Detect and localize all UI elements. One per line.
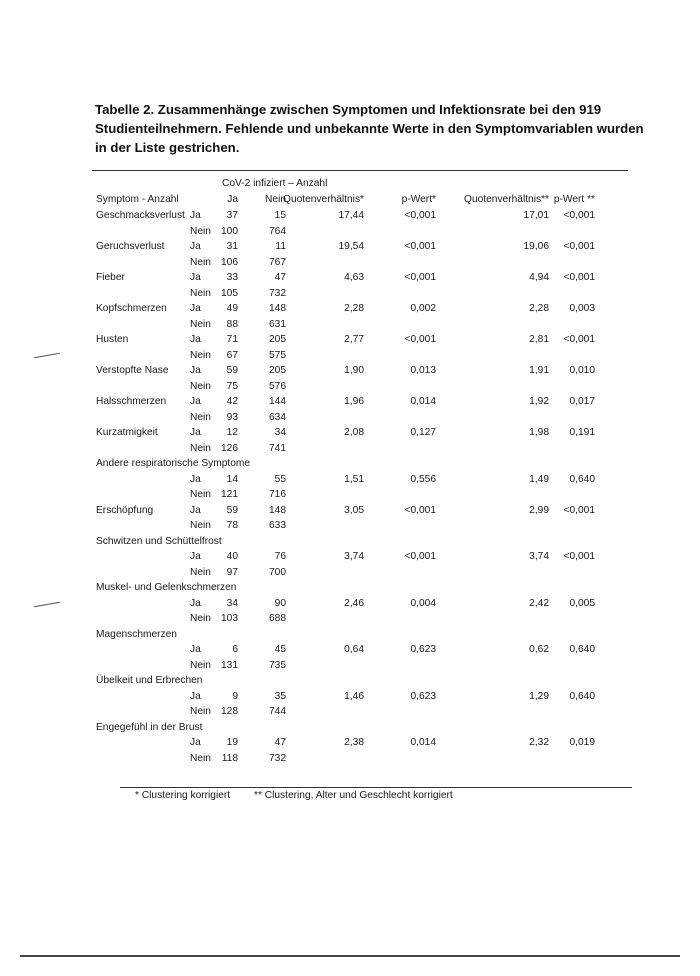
row-label: Ja <box>190 473 201 485</box>
cell-nein: 205 <box>269 365 286 376</box>
cell-odds-ratio-2: 1,92 <box>529 396 549 407</box>
cell-odds-ratio-1: 19,54 <box>338 241 364 252</box>
symptom-name: Verstopfte Nase <box>96 365 169 376</box>
cell-nein: 633 <box>269 520 286 531</box>
cell-p-value-2: <0,001 <box>563 551 595 562</box>
group-heading: Andere respiratorische Symptome <box>96 458 251 469</box>
cell-p-value-1: 0,004 <box>410 597 436 609</box>
row-label: Nein <box>190 225 211 237</box>
row-label: Ja <box>190 396 201 407</box>
table-caption: Tabelle 2. Zusammenhänge zwischen Symptomen und Infektionsrate bei den 919 Studienteilnehmern. Fehlende und unbekannte Werte in den Symptomvariablen wurden in der Liste gestrichen. <box>95 102 644 155</box>
cell-ja: 67 <box>226 349 238 361</box>
cell-nein: 735 <box>269 659 286 671</box>
cell-nein: 47 <box>274 272 286 283</box>
table-row <box>0 301 700 316</box>
cell-nein: 90 <box>274 597 286 609</box>
cell-nein: 744 <box>269 706 286 717</box>
cell-p-value-2: 0,640 <box>569 473 595 485</box>
cell-nein: 732 <box>269 752 286 764</box>
cell-ja: 49 <box>226 303 238 314</box>
cell-p-value-2: 0,640 <box>569 644 595 655</box>
row-label: Nein <box>190 349 211 361</box>
cell-nein: 148 <box>269 303 286 314</box>
table-row <box>0 658 700 673</box>
cell-p-value-1: <0,001 <box>404 504 436 516</box>
cell-ja: 59 <box>226 365 238 376</box>
table-row <box>0 549 700 564</box>
cell-nein: 631 <box>269 318 286 330</box>
table-row <box>0 208 700 223</box>
cell-p-value-1: 0,002 <box>410 303 436 314</box>
footnote-clustering: * Clustering korrigiert <box>135 790 231 801</box>
cell-ja: 131 <box>221 659 238 671</box>
table-row <box>0 704 700 719</box>
cell-odds-ratio-1: 2,77 <box>344 334 364 345</box>
cell-odds-ratio-2: 1,91 <box>529 365 549 376</box>
cell-odds-ratio-2: 19,06 <box>523 241 549 252</box>
cell-ja: 19 <box>226 737 238 748</box>
cell-ja: 14 <box>226 473 238 485</box>
symptom-name: Fieber <box>96 272 125 283</box>
header-symptom: Symptom - Anzahl <box>96 194 179 205</box>
cell-ja: 121 <box>221 489 238 500</box>
cell-odds-ratio-1: 3,74 <box>344 551 364 562</box>
cell-p-value-2: 0,019 <box>569 737 595 748</box>
table-row <box>0 642 700 657</box>
cell-odds-ratio-2: 17,01 <box>523 210 549 221</box>
group-heading-row <box>0 534 700 549</box>
table-row <box>0 394 700 409</box>
page-bottom-rule <box>20 955 680 957</box>
cell-p-value-2: 0,010 <box>569 365 595 376</box>
row-label: Nein <box>190 318 211 330</box>
cell-p-value-1: <0,001 <box>404 210 436 221</box>
table-row <box>0 348 700 363</box>
cell-ja: 100 <box>221 225 238 237</box>
cell-p-value-1: <0,001 <box>404 334 436 345</box>
cell-ja: 106 <box>221 256 238 268</box>
row-label: Ja <box>190 551 201 562</box>
cell-ja: 97 <box>226 566 238 578</box>
cell-nein: 688 <box>269 613 286 624</box>
header-ja: Ja <box>227 194 238 205</box>
group-heading: Muskel- und Gelenkschmerzen <box>96 582 237 593</box>
cell-ja: 105 <box>221 287 238 299</box>
table-row <box>0 363 700 378</box>
cell-odds-ratio-2: 1,29 <box>529 690 549 702</box>
cell-nein: 15 <box>274 210 286 221</box>
row-label: Nein <box>190 613 211 624</box>
cell-p-value-2: 0,005 <box>569 597 595 609</box>
cell-ja: 128 <box>221 706 238 717</box>
table-row <box>0 224 700 239</box>
row-label: Nein <box>190 752 211 764</box>
cell-p-value-1: <0,001 <box>404 241 436 252</box>
table-row <box>0 379 700 394</box>
table-row <box>0 735 700 750</box>
row-label: Ja <box>190 210 201 221</box>
row-label: Nein <box>190 659 211 671</box>
row-label: Nein <box>190 566 211 578</box>
cell-p-value-2: 0,003 <box>569 303 595 314</box>
cell-p-value-2: 0,640 <box>569 690 595 702</box>
cell-ja: 12 <box>226 427 238 438</box>
cell-p-value-2: <0,001 <box>563 334 595 345</box>
row-label: Ja <box>190 365 201 376</box>
cell-p-value-2: <0,001 <box>563 210 595 221</box>
row-label: Ja <box>190 597 201 609</box>
table-row <box>0 565 700 580</box>
cell-p-value-1: 0,014 <box>410 737 436 748</box>
cell-odds-ratio-2: 1,49 <box>529 473 549 485</box>
cell-ja: 78 <box>226 520 238 531</box>
row-label: Ja <box>190 644 201 655</box>
cell-odds-ratio-1: 17,44 <box>338 210 364 221</box>
cell-nein: 575 <box>269 349 286 361</box>
symptom-name: Halsschmerzen <box>96 396 167 407</box>
cell-ja: 6 <box>232 644 238 655</box>
cell-nein: 741 <box>269 442 286 454</box>
footnotes <box>0 788 700 803</box>
cell-nein: 76 <box>274 551 286 562</box>
table-row <box>0 441 700 456</box>
cell-odds-ratio-1: 4,63 <box>344 272 364 283</box>
cell-odds-ratio-2: 2,81 <box>529 334 549 345</box>
cell-p-value-2: <0,001 <box>563 272 595 283</box>
cell-nein: 34 <box>274 427 286 438</box>
cell-odds-ratio-1: 2,08 <box>344 427 364 438</box>
header-row <box>0 192 700 207</box>
table-row <box>0 317 700 332</box>
table-row <box>0 286 700 301</box>
cell-nein: 11 <box>275 241 286 252</box>
header-group-label: CoV-2 infiziert – Anzahl <box>222 178 328 189</box>
table-row <box>0 410 700 425</box>
row-label: Ja <box>190 504 201 516</box>
table-row <box>0 611 700 626</box>
cell-nein: 716 <box>269 489 286 500</box>
cell-ja: 31 <box>226 241 238 252</box>
cell-odds-ratio-1: 3,05 <box>344 504 364 516</box>
cell-p-value-1: 0,556 <box>410 473 436 485</box>
cell-nein: 45 <box>274 644 286 655</box>
cell-odds-ratio-1: 2,46 <box>344 597 364 609</box>
table-row <box>0 425 700 440</box>
cell-odds-ratio-1: 2,38 <box>344 737 364 748</box>
row-label: Nein <box>190 489 211 500</box>
cell-ja: 9 <box>232 690 238 702</box>
cell-odds-ratio-1: 1,46 <box>344 690 364 702</box>
header-nein: Nein <box>265 194 286 205</box>
row-label: Nein <box>190 380 211 392</box>
table-row <box>0 255 700 270</box>
cell-odds-ratio-1: 1,51 <box>344 473 364 485</box>
table-row <box>0 332 700 347</box>
cell-odds-ratio-2: 0,62 <box>529 644 549 655</box>
row-label: Nein <box>190 287 211 299</box>
group-heading-row <box>0 627 700 642</box>
table-row <box>0 472 700 487</box>
cell-nein: 148 <box>269 504 286 516</box>
header-odds-ratio-2: Quotenverhältnis** <box>464 194 549 205</box>
cell-p-value-2: <0,001 <box>563 504 595 516</box>
table-row <box>0 518 700 533</box>
table-row <box>0 596 700 611</box>
cell-odds-ratio-1: 1,90 <box>344 365 364 376</box>
cell-p-value-1: 0,014 <box>410 396 436 407</box>
row-label: Ja <box>190 272 201 283</box>
cell-odds-ratio-2: 2,28 <box>529 303 549 314</box>
cell-p-value-2: 0,017 <box>569 396 595 407</box>
table-row <box>0 689 700 704</box>
cell-p-value-1: 0,013 <box>410 365 436 376</box>
cell-ja: 93 <box>226 411 238 423</box>
cell-ja: 42 <box>226 396 238 407</box>
cell-ja: 37 <box>226 210 238 221</box>
cell-nein: 764 <box>269 225 286 237</box>
row-label: Ja <box>190 241 201 252</box>
row-label: Nein <box>190 411 211 423</box>
symptom-name: Husten <box>96 334 129 345</box>
cell-odds-ratio-2: 2,32 <box>529 737 549 748</box>
row-label: Ja <box>190 737 201 748</box>
cell-odds-ratio-2: 4,94 <box>529 272 549 283</box>
cell-p-value-1: 0,623 <box>410 690 436 702</box>
row-label: Ja <box>190 427 201 438</box>
group-heading-row <box>0 673 700 688</box>
cell-ja: 34 <box>226 597 238 609</box>
symptom-name: Erschöpfung <box>96 504 154 516</box>
group-heading-row <box>0 720 700 735</box>
cell-nein: 205 <box>269 334 286 345</box>
symptom-name: Geruchsverlust <box>96 241 165 252</box>
cell-nein: 47 <box>274 737 286 748</box>
table-row <box>0 751 700 766</box>
cell-nein: 144 <box>269 396 286 407</box>
table-row <box>0 239 700 254</box>
cell-nein: 35 <box>274 690 286 702</box>
row-label: Ja <box>190 690 201 702</box>
group-heading: Schwitzen und Schüttelfrost <box>96 535 222 547</box>
cell-p-value-2: 0,191 <box>569 427 595 438</box>
header-group-row <box>0 176 700 191</box>
cell-odds-ratio-2: 2,42 <box>529 597 549 609</box>
symptom-name: Kurzatmigkeit <box>96 427 158 438</box>
table-row <box>0 270 700 285</box>
cell-nein: 732 <box>269 287 286 299</box>
row-label: Nein <box>190 256 211 268</box>
cell-ja: 118 <box>221 752 238 764</box>
cell-ja: 33 <box>226 272 238 283</box>
cell-ja: 71 <box>226 334 238 345</box>
cell-nein: 576 <box>269 380 286 392</box>
header-p-value-2: p-Wert ** <box>553 194 595 205</box>
cell-odds-ratio-2: 2,99 <box>529 504 549 516</box>
cell-ja: 103 <box>221 613 238 624</box>
header-odds-ratio-1: Quotenverhältnis* <box>283 194 364 205</box>
group-heading: Engegefühl in der Brust <box>96 721 203 733</box>
cell-p-value-1: <0,001 <box>404 272 436 283</box>
table-row <box>0 487 700 502</box>
cell-odds-ratio-2: 1,98 <box>529 427 549 438</box>
group-heading: Übelkeit und Erbrechen <box>96 675 203 686</box>
cell-nein: 767 <box>269 256 286 268</box>
table-row <box>0 503 700 518</box>
group-heading-row <box>0 580 700 595</box>
cell-nein: 55 <box>274 473 286 485</box>
group-heading-row <box>0 456 700 471</box>
row-label: Ja <box>190 334 201 345</box>
cell-ja: 40 <box>226 551 238 562</box>
table-top-rule <box>92 170 628 171</box>
cell-p-value-1: 0,623 <box>410 644 436 655</box>
row-label: Nein <box>190 520 211 531</box>
cell-odds-ratio-1: 2,28 <box>344 303 364 314</box>
cell-odds-ratio-1: 1,96 <box>344 396 364 407</box>
cell-nein: 700 <box>269 566 286 578</box>
group-heading: Magenschmerzen <box>96 628 177 640</box>
cell-p-value-2: <0,001 <box>563 241 595 252</box>
symptom-name: Kopfschmerzen <box>96 303 167 314</box>
footnote-clustering-age-sex: ** Clustering, Alter und Geschlecht korrigiert <box>254 790 453 801</box>
cell-odds-ratio-1: 0,64 <box>344 644 364 655</box>
cell-ja: 75 <box>226 380 238 392</box>
row-label: Nein <box>190 706 211 717</box>
cell-ja: 88 <box>226 318 238 330</box>
symptom-name: Geschmacksverlust <box>96 210 185 221</box>
cell-odds-ratio-2: 3,74 <box>529 551 549 562</box>
cell-ja: 59 <box>226 504 238 516</box>
cell-nein: 634 <box>269 411 286 423</box>
cell-p-value-1: <0,001 <box>404 551 436 562</box>
cell-p-value-1: 0,127 <box>410 427 436 438</box>
row-label: Ja <box>190 303 201 314</box>
row-label: Nein <box>190 442 211 454</box>
cell-ja: 126 <box>221 442 238 454</box>
header-p-value-1: p-Wert* <box>401 194 436 205</box>
